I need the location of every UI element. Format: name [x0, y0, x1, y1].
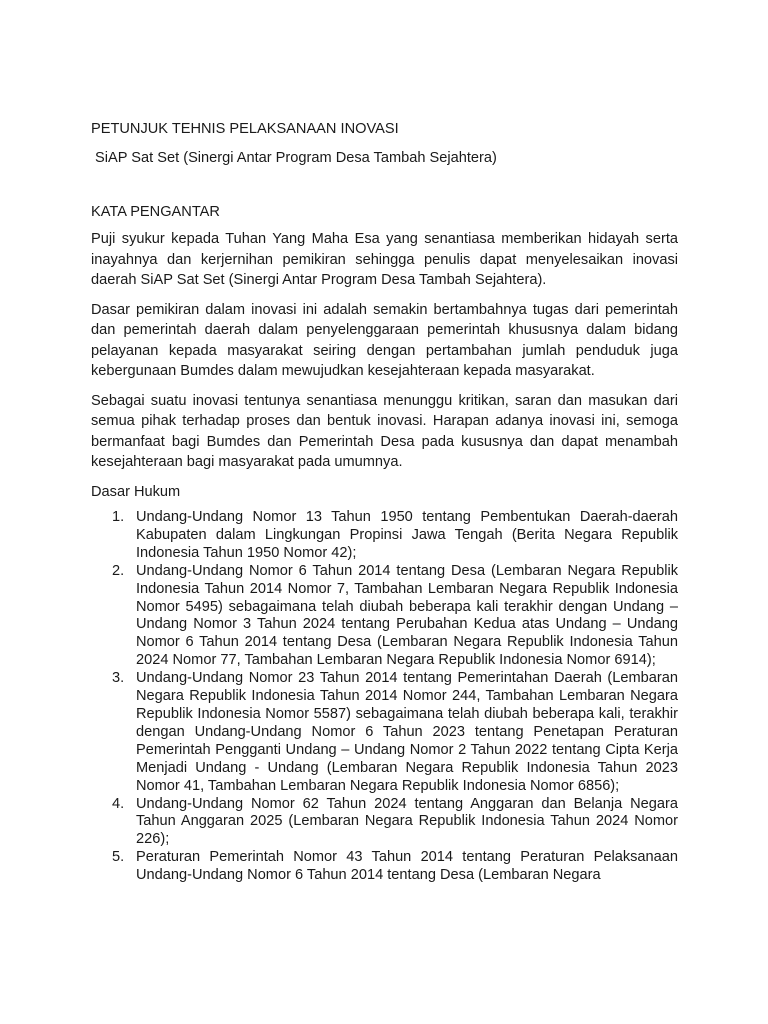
list-item-number: 5. — [112, 849, 125, 866]
kata-pengantar-heading: KATA PENGANTAR — [91, 204, 220, 220]
list-item-number: 1. — [112, 509, 125, 525]
list-item-text: Undang-Undang Nomor 13 Tahun 1950 tentang Pembentukan Daerah-daerah Kabupaten dalam Lingkungan Propinsi Jawa Tengah (Berita Negara Republik Indonesia Tahun 1950 Nomor 42); — [136, 509, 678, 561]
list-item — [91, 563, 678, 670]
legal-basis-list — [91, 509, 678, 885]
list-item — [91, 509, 678, 563]
intro-paragraph: Sebagai suatu inovasi tentunya senantiasa menunggu kritikan, saran dan masukan dari semua pihak terhadap proses dan bentuk inovasi. Harapan adanya inovasi ini, semoga bermanfaat bagi Bumdes dan Pemerintah Desa pada kususnya dan dapat menambah kesejahteraan bagi masyarakat pada umumnya. — [91, 392, 678, 470]
intro-paragraph: Dasar pemikiran dalam inovasi ini adalah semakin bertambahnya tugas dari pemerintah dan pemerintah daerah dalam penyelenggaraan pemerintah khususnya dalam bidang pelayanan kepada masyarakat seiring dengan pertambahan jumlah penduduk juga kebergunaan Bumdes dalam mewujudkan kesejahteraan kepada masyarakat. — [91, 301, 678, 379]
list-item — [91, 849, 678, 885]
intro-paragraph: Puji syukur kepada Tuhan Yang Maha Esa yang senantiasa memberikan hidayah serta inayahnya dan kerjernihan pemikiran sehingga penulis dapat menyelesaikan inovasi daerah SiAP Sat Set (Sinergi Antar Program Desa Tambah Sejahtera). — [91, 231, 678, 288]
document-title: PETUNJUK TEHNIS PELAKSANAAN INOVASI — [91, 121, 399, 137]
list-item-number: 2. — [112, 562, 125, 579]
list-item — [91, 670, 678, 795]
list-item-text: Peraturan Pemerintah Nomor 43 Tahun 2014 tentang Peraturan Pelaksanaan Undang-Undang Nomor 6 Tahun 2014 tentang Desa (Lembaran Negara — [136, 849, 678, 884]
list-item-number: 3. — [112, 670, 125, 687]
list-item-text: Undang-Undang Nomor 62 Tahun 2024 tentang Anggaran dan Belanja Negara Tahun Anggaran 2025 (Lembaran Negara Republik Indonesia Tahun 2024 Nomor 226); — [136, 795, 678, 848]
document-subtitle: SiAP Sat Set (Sinergi Antar Program Desa Tambah Sejahtera) — [91, 150, 497, 166]
document-page — [91, 119, 678, 885]
list-item — [91, 796, 678, 850]
list-item-number: 4. — [112, 795, 125, 812]
list-item-text: Undang-Undang Nomor 6 Tahun 2014 tentang Desa (Lembaran Negara Republik Indonesia Tahun 2014 Nomor 7, Tambahan Lembaran Negara Republik Indonesia Nomor 5495) sebagaimana telah diubah beberapa kali terakhir dengan Undang – Undang Nomor 3 Tahun 2024 tentang Perubahan Kedua atas Undang – Undang Nomor 6 Tahun 2014 tentang Desa (Lembaran Negara Republik Indonesia Tahun 2024 Nomor 77, Tambahan Lembaran Negara Republik Indonesia Nomor 6914); — [136, 562, 678, 669]
dasar-hukum-heading: Dasar Hukum — [91, 483, 181, 500]
list-item-text: Undang-Undang Nomor 23 Tahun 2014 tentang Pemerintahan Daerah (Lembaran Negara Republik Indonesia Tahun 2014 Nomor 244, Tambahan Lembaran Negara Republik Indonesia Nomor 5587) sebagaimana telah diubah beberapa kali, terakhir dengan Undang-Undang Nomor 6 Tahun 2023 tentang Penetapan Peraturan Pemerintah Pengganti Undang – Undang Nomor 2 Tahun 2022 tentang Cipta Kerja Menjadi Undang - Undang (Lembaran Negara Republik Indonesia Tahun 2023 Nomor 41, Tambahan Lembaran Negara Republik Indonesia Nomor 6856); — [136, 670, 678, 794]
